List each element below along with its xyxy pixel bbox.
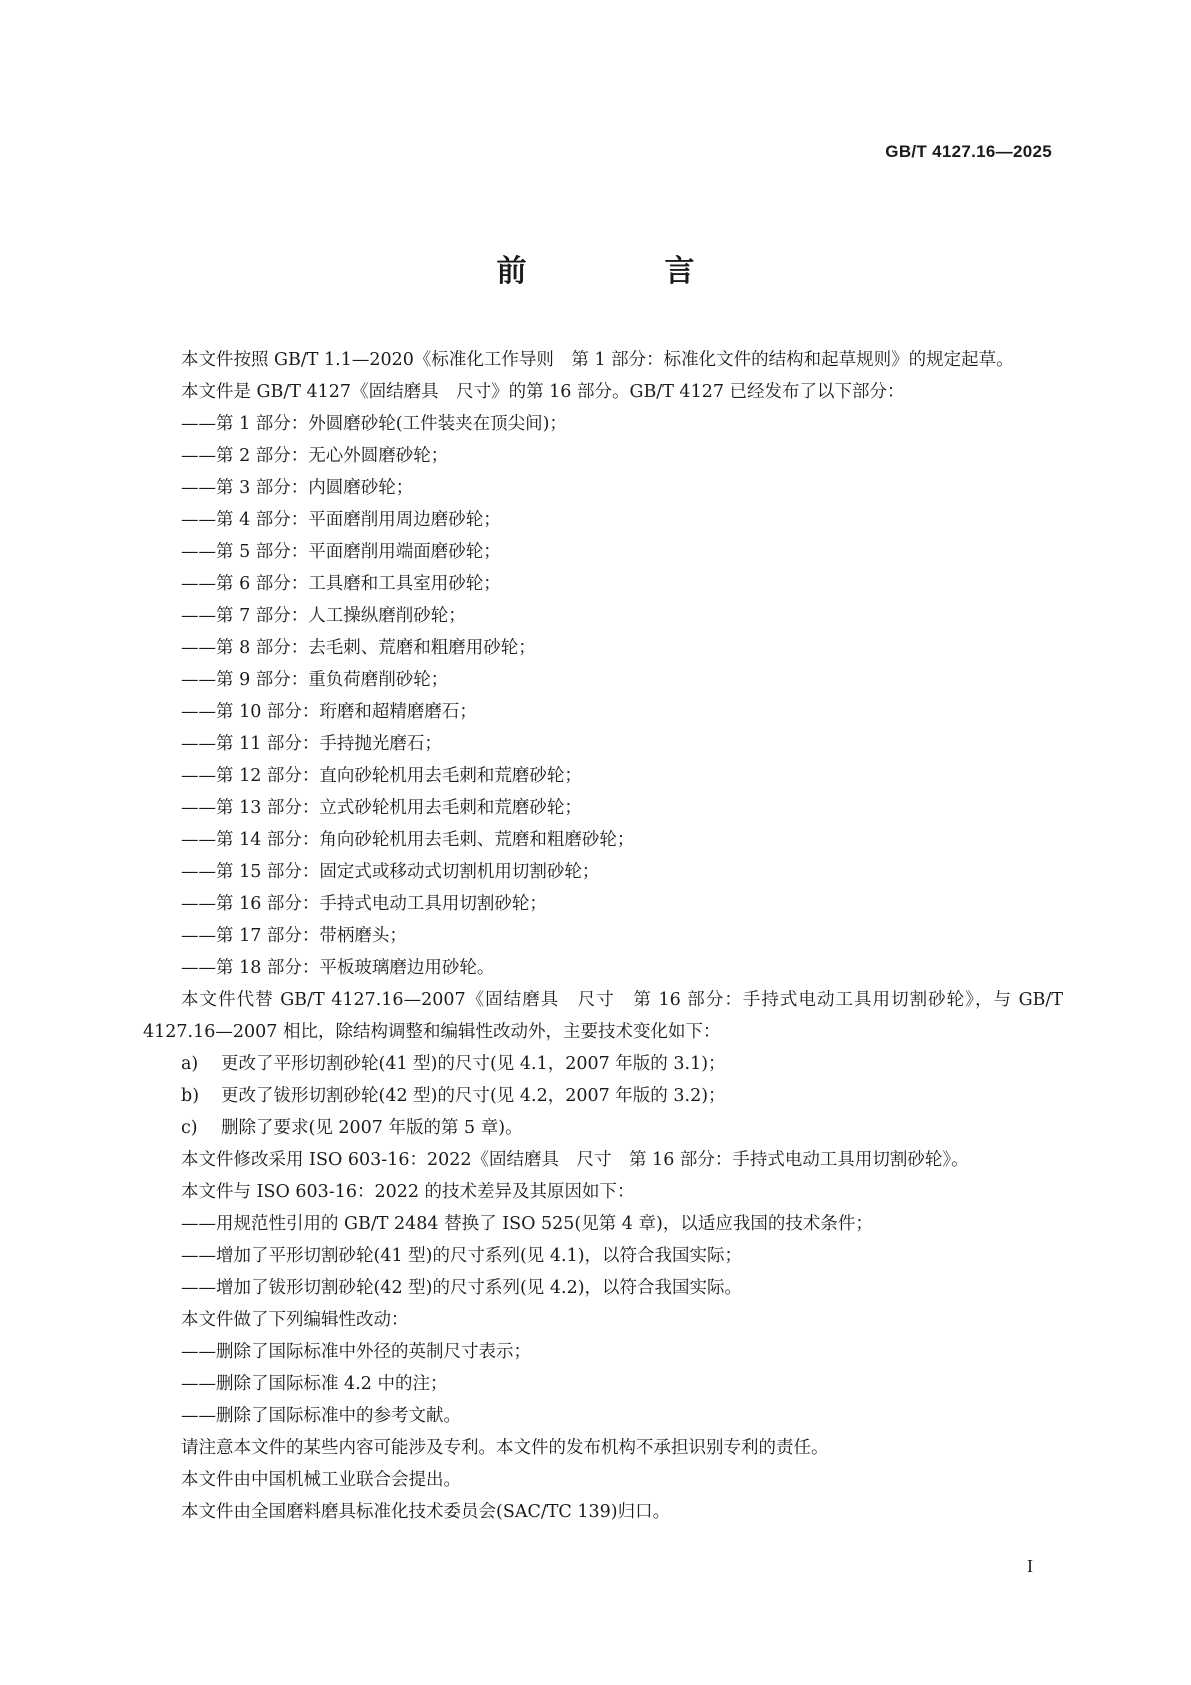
difference-item: ——增加了平形切割砂轮(41 型)的尺寸系列(见 4.1)，以符合我国实际； bbox=[181, 1246, 743, 1266]
part-list-item: ——第 18 部分：平板玻璃磨边用砂轮。 bbox=[181, 958, 495, 978]
part-list-item: ——第 8 部分：去毛刺、荒磨和粗磨用砂轮； bbox=[181, 638, 536, 658]
page-title: 前 言 bbox=[496, 254, 749, 289]
change-item-text: 删除了要求(见 2007 年版的第 5 章)。 bbox=[221, 1118, 523, 1138]
change-item-mark: a) bbox=[181, 1054, 199, 1074]
editorial-item: ——删除了国际标准 4.2 中的注； bbox=[181, 1374, 448, 1394]
differences-intro: 本文件与 ISO 603-16：2022 的技术差异及其原因如下： bbox=[181, 1182, 635, 1202]
change-item-mark: c) bbox=[181, 1118, 198, 1138]
part-list-item: ——第 14 部分：角向砂轮机用去毛刺、荒磨和粗磨砂轮； bbox=[181, 830, 635, 850]
difference-item: ——增加了钹形切割砂轮(42 型)的尺寸系列(见 4.2)，以符合我国实际。 bbox=[181, 1278, 743, 1298]
part-list-item: ——第 9 部分：重负荷磨削砂轮； bbox=[181, 670, 449, 690]
change-item bbox=[143, 1048, 1063, 1080]
intro-paragraph: 本文件按照 GB/T 1.1—2020《标准化工作导则 第 1 部分：标准化文件的结构和起草规则》的规定起草。 bbox=[181, 350, 1014, 370]
patent-notice: 请注意本文件的某些内容可能涉及专利。本文件的发布机构不承担识别专利的责任。 bbox=[181, 1438, 829, 1458]
committee-paragraph: 本文件由全国磨料磨具标准化技术委员会(SAC/TC 139)归口。 bbox=[181, 1502, 671, 1522]
difference-item: ——用规范性引用的 GB/T 2484 替换了 ISO 525(见第 4 章)，以适应我国的技术条件； bbox=[181, 1214, 873, 1234]
part-list-item: ——第 12 部分：直向砂轮机用去毛刺和荒磨砂轮； bbox=[181, 766, 582, 786]
part-list-item: ——第 6 部分：工具磨和工具室用砂轮； bbox=[181, 574, 501, 594]
series-intro-paragraph: 本文件是 GB/T 4127《固结磨具 尺寸》的第 16 部分。GB/T 4127 已经发布了以下部分： bbox=[181, 382, 905, 402]
part-list-item: ——第 11 部分：手持抛光磨石； bbox=[181, 734, 442, 754]
change-item-text: 更改了钹形切割砂轮(42 型)的尺寸(见 4.2，2007 年版的 3.2)； bbox=[221, 1086, 726, 1106]
part-list-item: ——第 2 部分：无心外圆磨砂轮； bbox=[181, 446, 449, 466]
change-item bbox=[143, 1080, 1063, 1112]
replaces-paragraph: 本文件代替 GB/T 4127.16—2007《固结磨具 尺寸 第 16 部分：手持式电动工具用切割砂轮》，与 GB/T 4127.16—2007 相比，除结构调整和编辑性改动外，主要技术变化如下： bbox=[143, 990, 1063, 1042]
change-item bbox=[143, 1112, 1063, 1144]
part-list-item: ——第 7 部分：人工操纵磨削砂轮； bbox=[181, 606, 466, 626]
foreword-body bbox=[143, 344, 1063, 1528]
part-list-item: ——第 15 部分：固定式或移动式切割机用切割砂轮； bbox=[181, 862, 600, 882]
part-list-item: ——第 13 部分：立式砂轮机用去毛刺和荒磨砂轮； bbox=[181, 798, 582, 818]
part-list-item: ——第 16 部分：手持式电动工具用切割砂轮； bbox=[181, 894, 547, 914]
editorial-item: ——删除了国际标准中的参考文献。 bbox=[181, 1406, 461, 1426]
page-number: I bbox=[1027, 1556, 1033, 1576]
change-item-mark: b) bbox=[181, 1086, 200, 1106]
part-list-item: ——第 5 部分：平面磨削用端面磨砂轮； bbox=[181, 542, 501, 562]
document-number: GB/T 4127.16—2025 bbox=[885, 142, 1052, 161]
part-list-item: ——第 1 部分：外圆磨砂轮(工件装夹在顶尖间)； bbox=[181, 414, 567, 434]
part-list-item: ——第 3 部分：内圆磨砂轮； bbox=[181, 478, 414, 498]
part-list-item: ——第 10 部分：珩磨和超精磨磨石； bbox=[181, 702, 477, 722]
adoption-paragraph: 本文件修改采用 ISO 603-16：2022《固结磨具 尺寸 第 16 部分：手持式电动工具用切割砂轮》。 bbox=[181, 1150, 969, 1170]
part-list-item: ——第 4 部分：平面磨削用周边磨砂轮； bbox=[181, 510, 501, 530]
change-item-text: 更改了平形切割砂轮(41 型)的尺寸(见 4.1，2007 年版的 3.1)； bbox=[221, 1054, 726, 1074]
proposer-paragraph: 本文件由中国机械工业联合会提出。 bbox=[181, 1470, 461, 1490]
part-list-item: ——第 17 部分：带柄磨头； bbox=[181, 926, 407, 946]
editorial-item: ——删除了国际标准中外径的英制尺寸表示； bbox=[181, 1342, 531, 1362]
editorial-intro: 本文件做了下列编辑性改动： bbox=[181, 1310, 409, 1330]
